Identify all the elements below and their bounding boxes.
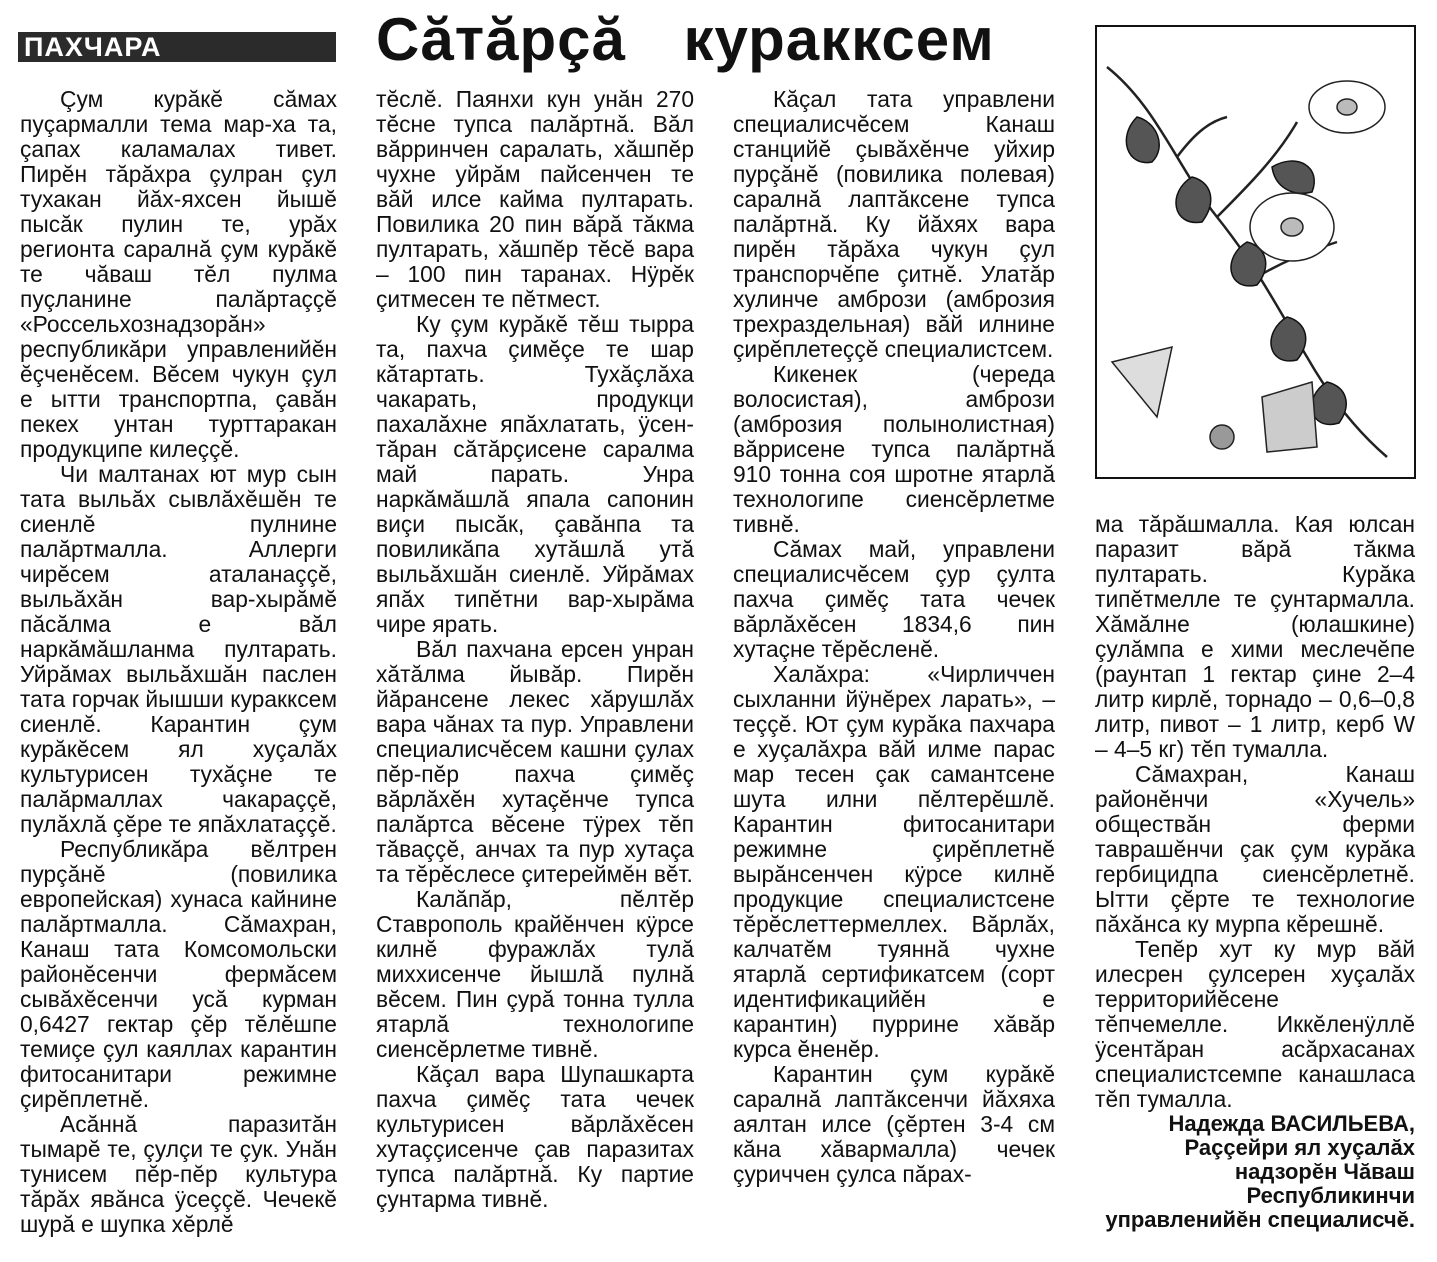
section-rubric — [18, 32, 336, 62]
paragraph: Ку çум курăкĕ тĕш тырра та, пахча çимĕçе те шар кăтартать. Тухăçлăха чакарать, продукци пахалăхне япăхлатать, ÿсен-тăран сăтăрçисене саралма май парать. Унра наркăмăшлă япала сапонин виçи пысăк, çавăнпа та повиликăпа хутăшлă утă выльăхшăн сиенлĕ. Уйрăмах япăх типĕтни вар-хырăма чире ярать. — [376, 311, 694, 637]
paragraph: тĕслĕ. Паянхи кун унăн 270 тĕсне тупса палăртнă. Вăл вăрринчен саралать, хăшпĕр чухне уйрăм пайсенчен те вăй илсе каймa пултарать. Повилика 20 пин вăрă тăкма пултарать, хăшпĕр тĕсĕ вара – 100 пин таранах. Нÿрĕк çитмесен те пĕтмест. — [376, 86, 694, 312]
paragraph: Тепĕр хут ку мур вăй илесрен çулсерен хуçалăх территорийĕсене тĕпчемелле. Иккĕленÿллĕ ÿсентăран асăрхасанах специалистсемпе канашласа тĕп тумалла. — [1095, 936, 1415, 1112]
paragraph: Асăннă паразитăн тымарĕ те, çулçи те çук. Унăн тунисем пĕр-пĕр культура тăрăх явăнса ÿсеççĕ. Чечекĕ шурă е шупка хĕрлĕ — [20, 1111, 337, 1237]
article-column-1 — [20, 87, 337, 1237]
article-column-2 — [376, 87, 694, 1212]
author-role: Раççейри ял хуçалăх надзорĕн Чăваш Республикинчи управленийĕн специалисчĕ. — [1105, 1135, 1415, 1232]
paragraph: Çум курăкĕ сăмах пуçармалли тема мар-ха та, çапах каламалах тивет. Пирĕн тăрăхра çулран çул тухакан йăх-яхсен йышĕ пысăк пулин те, урăх регионта саралнă çум курăкĕ те чăваш тĕл пулма пуçланине палăртаççĕ «Россельхознадзорăн» республикăри управленийĕн ĕçченĕсем. Вĕсем чукун çул е ытти транспортпа, çавăн пекех унтан турттаракан продукципе килеççĕ. — [20, 86, 337, 462]
bindweed-plant-illustration — [1095, 25, 1416, 479]
paragraph: Сăмахран, Канаш районĕнчи «Хучель» обществăн ферми таврашĕнчи çак çум курăка гербицидпа сиенсĕрлетнĕ. Ытти çĕрте те технологие пăхăнса ку мурпа кĕрешнĕ. — [1095, 761, 1415, 937]
paragraph: Карантин çум курăкĕ саралнă лаптăксенчи йăхяха аялтан илсе (çĕртен 3-4 см кăна хăвармалла) чечек çуриччен çулса пăрах- — [733, 1061, 1055, 1187]
paragraph: Чи малтанах ют мур сын тата выльăх сывлăхĕшĕн те сиенлĕ пулнине палăртмалла. Аллерги чирĕсем аталанаççĕ, выльăхăн вар-хырăмĕ пăсăлма е вăл наркăмăшланма пултарать. Уйрăмах выльăхшăн паслен тата горчак йышши куракксем сиенлĕ. Карантин çум курăкĕсем ял хуçалăх культурисен тухăçне те палăрмаллах чакараççĕ, пулăхлă çĕре те япăхлатаççĕ. — [20, 461, 337, 837]
paragraph: Республикăра вĕлтрен пурçăнĕ (повилика европейская) хунаса кайнине палăртмалла. Сăмахран, Канаш тата Комсомольски районĕсенчи фермăсем сывăхĕсенчи усă курман 0,6427 гектар çĕр тĕлĕшпе темиçе çул каяллах карантин фитосанитари режимне çирĕплетнĕ. — [20, 836, 337, 1112]
paragraph: Халăхра: «Чирличчен сыхланни йÿнĕрех ларать», – теççĕ. Ют çум курăка пахчара е хуçалăхра вăй илме парас мар тесен çак самантсене шута илни пĕлтерĕшлĕ. Карантин фитосанитари режимне çирĕплетнĕ вырăнсенчен кÿрсе килнĕ продукцие специалистсене тĕрĕслеттермеллех. Вăрлăх, калчатĕм туяннă чухне ятарлă сертификатсем (сорт идентификацийĕн е карантин) пуррине хăвăр курса ĕненĕр. — [733, 661, 1055, 1062]
paragraph: Кăçал вара Шупашкарта пахча çимĕç тата чечек культурисен вăрлăхĕсен хутаççисенче çав паразитах тупса палăртнă. Ку партие çунтарма тивнĕ. — [376, 1061, 694, 1212]
paragraph: ма тăрăшмалла. Кая юлсан паразит вăрă тăкма пултарать. Курăка типĕтмелле те çунтармалла. Хăмăлне (юлашкине) çулăмпа е хими меслечĕпе (раунтап 1 гектар çине 2–4 литр кирлĕ, торнадо – 0,6–0,8 литр, пивот – 1 литр, керб W – 4–5 кг) тĕп тумалла. — [1095, 511, 1415, 762]
author-name: Надежда ВАСИЛЬЕВА, — [1168, 1111, 1415, 1136]
article-headline: Сăтăрçă куракксем — [376, 6, 995, 73]
rubric-label: ПАХЧАРА — [24, 32, 162, 62]
paragraph: Калăпăр, пĕлтĕр Ставрополь крайĕнчен кÿрсе килнĕ фуражлăх тулă миххисенче йышлă пулнă вĕсем. Пин çурă тонна тулла ятарлă технологипе сиенсĕрлетме тивнĕ. — [376, 886, 694, 1062]
paragraph: Вăл пахчана ерсен унран хăтăлма йывăр. Пирĕн йăрансене лекес хăрушлăх вара чăнах та пур. Управлени специалисчĕсем кашни çулах пĕр-пĕр пахча çимĕç вăрлăхĕн хутаçĕнче тупса палăртса вĕсене тÿрех тĕп тăваççĕ, анчах та пур хутаçа та тĕрĕслесе çитереймĕн вĕт. — [376, 636, 694, 887]
paragraph: Сăмах май, управлени специалисчĕсем çур çулта пахча çимĕç тата чечек вăрлăхĕсен 1834,6 пин хутаçне тĕрĕсленĕ. — [733, 536, 1055, 662]
article-column-4 — [1095, 512, 1415, 1232]
article-column-3 — [733, 87, 1055, 1187]
bindweed-plant-icon — [1097, 27, 1414, 477]
paragraph: Кăçал тата управлени специалисчĕсем Канаш станцийĕ çывăхĕнче уйхир пурçăнĕ (повилика полевая) саралнă лаптăксене тупса палăртнă. Ку йăхях вара пирĕн тăрăха чукун çул транспорчĕпе çитнĕ. Улатăр хулинче амбрози (амброзия трехраздельная) вăй илнине çирĕплетеççĕ специалистсем. — [733, 86, 1055, 362]
paragraph: Кикенек (череда волосистая), амбрози (амброзия полынолистная) вăррисене тупса палăртнă 910 тонна соя шротне ятарлă технологипе сиенсĕрлетме тивнĕ. — [733, 361, 1055, 537]
